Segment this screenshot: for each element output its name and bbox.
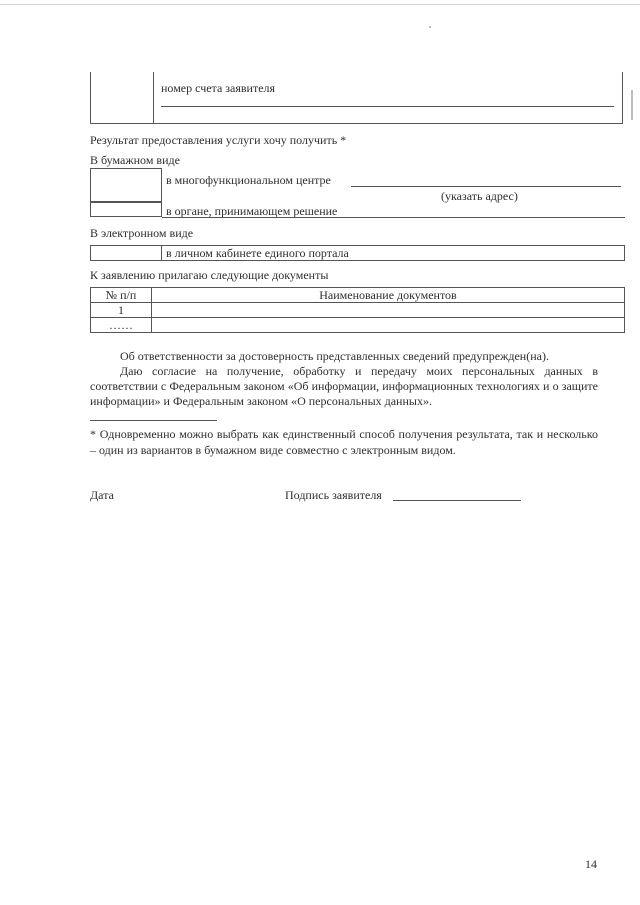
footnote-separator (90, 420, 217, 421)
mfc-checkbox[interactable] (90, 168, 162, 202)
electronic-form-heading: В электронном виде (90, 226, 194, 240)
address-hint: (указать адрес) (441, 189, 518, 203)
portal-checkbox[interactable] (90, 245, 162, 261)
mfc-address-line[interactable] (351, 186, 621, 187)
documents-table (90, 287, 625, 333)
row-number: 1 (91, 303, 152, 318)
result-heading: Результат предоставления услуги хочу получить * (90, 133, 347, 147)
scan-top-edge (0, 4, 640, 5)
consent-statement: Даю согласие на получение, обработку и передачу моих персональных данных в соответствии с Федеральным законом «Об информации, информационных технологиях и о защите информации» и Федеральным законом «О персональных данных». (90, 364, 598, 408)
table-header-row (91, 288, 625, 303)
table-row (91, 303, 625, 318)
authority-row-rule (162, 217, 625, 218)
table-column-divider (153, 72, 154, 123)
signature-field[interactable] (393, 500, 521, 501)
account-number-label: номер счета заявителя (161, 81, 276, 95)
authority-option-label: в органе, принимающем решение (166, 204, 338, 218)
account-number-field[interactable] (161, 106, 614, 107)
date-label: Дата (90, 488, 114, 502)
responsibility-statement: Об ответственности за достоверность представленных сведений предупрежден(на). (120, 349, 549, 363)
portal-option-label: в личном кабинете единого портала (166, 246, 349, 260)
authority-checkbox[interactable] (90, 202, 162, 217)
scan-speck (429, 26, 431, 28)
document-name-cell[interactable] (152, 303, 625, 318)
scan-edge-mark (631, 90, 633, 120)
column-header-number: № п/п (91, 288, 152, 303)
signature-label: Подпись заявителя (285, 488, 382, 502)
footnote-text: * Одновременно можно выбрать как единственный способ получения результата, так и несколько – один из вариантов в бумажном виде совместно с электронным видом. (90, 427, 598, 457)
account-table (90, 72, 623, 124)
column-header-name: Наименование документов (152, 288, 625, 303)
table-row (91, 318, 625, 333)
paper-form-heading: В бумажном виде (90, 153, 180, 167)
documents-heading: К заявлению прилагаю следующие документы (90, 268, 329, 282)
page-number: 14 (585, 857, 597, 871)
mfc-option-label: в многофункциональном центре (166, 173, 331, 187)
document-name-cell[interactable] (152, 318, 625, 333)
row-number: …… (91, 318, 152, 333)
